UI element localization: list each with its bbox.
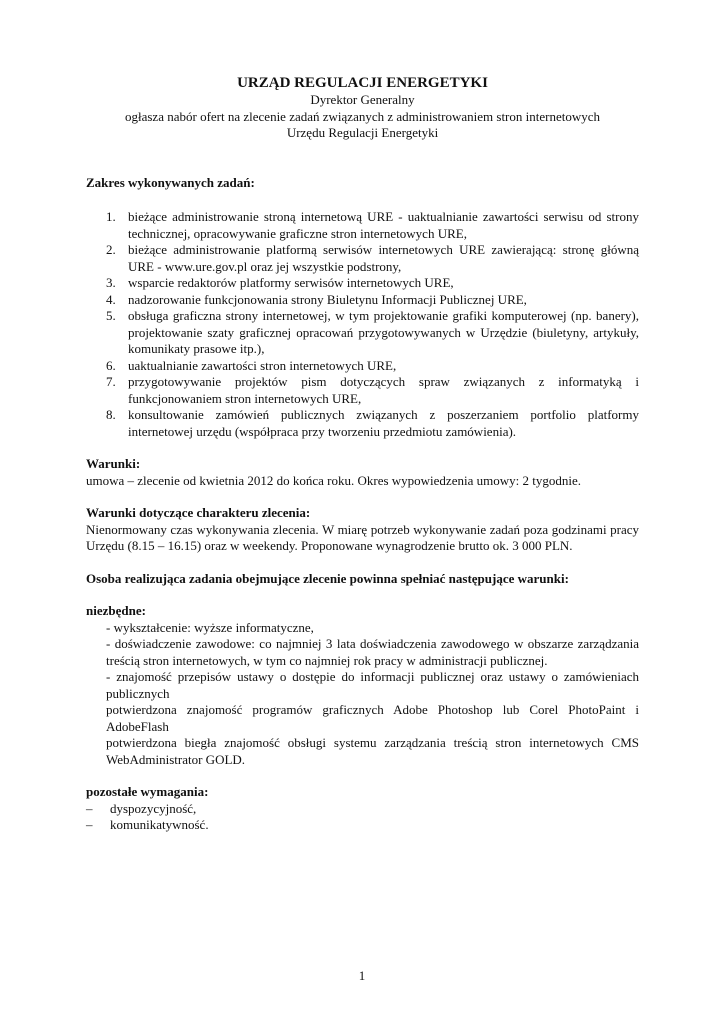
- list-item: [86, 801, 639, 818]
- header-line-announcement: ogłasza nabór ofert na zlecenie zadań związanych z administrowaniem stron internetowych: [124, 108, 600, 124]
- header-line-office: Urzędu Regulacji Energetyki: [286, 125, 439, 140]
- required-list: [86, 620, 639, 769]
- list-item-number: 8.: [106, 407, 116, 422]
- list-item: potwierdzona znajomość programów graficznych Adobe Photoshop lub Corel PhotoPaint i AdobeFlash: [106, 702, 639, 734]
- conditions-heading: Warunki:: [86, 456, 141, 471]
- list-item-text: dyspozycyjność,: [110, 800, 197, 816]
- list-item-number: 3.: [106, 275, 116, 290]
- list-item-text: obsługa graficzna strony internetowej, w tym projektowanie grafiki komputerowej (np. banery), projektowanie szaty graficznej opracowań przygotowywanych w Urzędzie (biuletyny, artykuły, komunikaty prasowe itp.),: [128, 308, 639, 356]
- list-item-number: 7.: [106, 374, 116, 389]
- list-item: [86, 308, 639, 358]
- list-item-number: 5.: [106, 308, 116, 323]
- list-item: [86, 407, 639, 440]
- required-heading: niezbędne:: [86, 603, 146, 618]
- list-item-number: 1.: [106, 209, 116, 224]
- list-item-text: nadzorowanie funkcjonowania strony Biuletynu Informacji Publicznej URE,: [128, 291, 527, 307]
- list-item-text: przygotowywanie projektów pism dotyczących spraw związanych z informatyką i funkcjonowaniem stron internetowych URE,: [128, 374, 639, 406]
- page-number: 1: [358, 968, 366, 983]
- character-text: Nienormowany czas wykonywania zlecenia. W miarę potrzeb wykonywanie zadań poza godzinami pracy Urzędu (8.15 – 16.15) oraz w weekendy. Proponowane wynagrodzenie brutto ok. 3 000 PLN.: [86, 521, 639, 553]
- list-item-text: bieżące administrowanie stroną internetową URE - uaktualnianie zawartości serwisu od strony technicznej, opracowywanie graficzne stron internetowych URE,: [128, 209, 639, 241]
- list-item: [86, 292, 639, 309]
- list-item-number: 2.: [106, 242, 116, 257]
- list-item-text: wsparcie redaktorów platformy serwisów internetowych URE,: [128, 275, 454, 290]
- conditions-text: umowa – zlecenie od kwietnia 2012 do końca roku. Okres wypowiedzenia umowy: 2 tygodnie.: [86, 472, 581, 488]
- list-item: [86, 358, 639, 375]
- dash-bullet: –: [86, 817, 93, 832]
- document-title: URZĄD REGULACJI ENERGETYKI: [237, 75, 488, 91]
- document-page: [86, 74, 639, 834]
- document-header: [86, 74, 639, 142]
- list-item: [86, 242, 639, 275]
- list-item-text: uaktualnianie zawartości stron internetowych URE,: [128, 357, 397, 373]
- other-requirements-list: [86, 801, 639, 834]
- requirements-heading: Osoba realizująca zadania obejmujące zlecenie powinna spełniać następujące warunki:: [86, 570, 569, 586]
- character-heading: Warunki dotyczące charakteru zlecenia:: [86, 505, 311, 520]
- list-item: [86, 817, 639, 834]
- list-item: - znajomość przepisów ustawy o dostępie do informacji publicznej oraz ustawy o zamówieniach publicznych: [106, 669, 639, 701]
- list-item: [86, 275, 639, 292]
- other-requirements-heading: pozostałe wymagania:: [86, 784, 209, 799]
- list-item: [86, 374, 639, 407]
- list-item: [86, 209, 639, 242]
- list-item: - wykształcenie: wyższe informatyczne,: [106, 619, 314, 635]
- header-line-director: Dyrektor Generalny: [310, 92, 415, 107]
- scope-heading: Zakres wykonywanych zadań:: [86, 174, 255, 190]
- list-item: potwierdzona biegła znajomość obsługi systemu zarządzania treścią stron internetowych CMS WebAdministrator GOLD.: [106, 735, 639, 767]
- list-item-number: 4.: [106, 291, 116, 307]
- list-item-text: komunikatywność.: [110, 817, 209, 832]
- task-list: [86, 209, 639, 440]
- dash-bullet: –: [86, 800, 93, 816]
- list-item: - doświadczenie zawodowe: co najmniej 3 lata doświadczenia zawodowego w obszarze zarządzania treścią stron internetowych, w tym co najmniej rok pracy w administracji publicznej.: [106, 636, 639, 668]
- list-item-text: konsultowanie zamówień publicznych związanych z poszerzaniem portfolio platformy internetowej urzędu (współpraca przy tworzeniu przedmiotu zamówienia).: [128, 407, 639, 439]
- list-item-text: bieżące administrowanie platformą serwisów internetowych URE zawierającą: stronę główną URE - www.ure.gov.pl oraz jej wszystkie podstrony,: [128, 242, 639, 274]
- list-item-number: 6.: [106, 357, 116, 373]
